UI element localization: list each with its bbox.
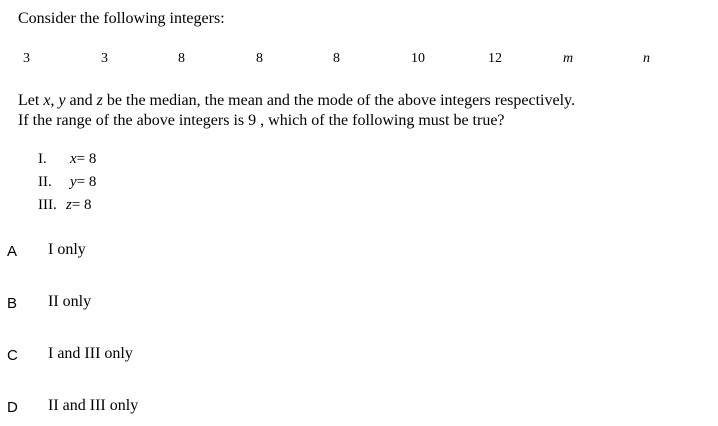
statement-numeral: III. — [38, 197, 57, 213]
option-d-text[interactable]: II and III only — [48, 397, 139, 414]
integer-item: 3 — [23, 51, 30, 66]
option-c-text[interactable]: I and III only — [48, 345, 133, 362]
integer-item: 3 — [101, 51, 108, 66]
line1-sep: , — [50, 92, 55, 109]
option-d-letter[interactable]: D — [7, 399, 18, 416]
line1-prefix: Let — [18, 92, 40, 109]
integer-item: 8 — [333, 51, 340, 66]
line1-and: and — [69, 92, 93, 109]
integer-item: 10 — [411, 51, 425, 66]
integer-item: 8 — [256, 51, 263, 66]
statement-item — [38, 174, 96, 191]
statement-var: z — [66, 197, 72, 213]
statement-numeral: I. — [38, 151, 47, 167]
question-intro: Consider the following integers: — [18, 10, 225, 27]
statement-var: x — [70, 151, 77, 167]
var-z: z — [96, 92, 103, 109]
integer-item: 12 — [488, 51, 502, 66]
question-line-2 — [18, 112, 505, 130]
var-y: y — [58, 92, 66, 109]
range-value: 9 — [248, 112, 257, 129]
statement-rhs: = 8 — [76, 151, 97, 167]
question-line-1 — [18, 92, 575, 110]
statement-numeral: II. — [38, 174, 52, 190]
statement-item — [38, 197, 92, 214]
statement-item — [38, 151, 96, 168]
line2-prefix: If the range of the above integers is — [18, 112, 245, 129]
line2-suffix: , which of the following must be true? — [260, 112, 505, 129]
statement-var: y — [70, 174, 77, 190]
integer-item: 8 — [178, 51, 185, 66]
option-a-text[interactable]: I only — [48, 241, 86, 258]
option-c-letter[interactable]: C — [7, 347, 18, 364]
integer-item: m — [563, 51, 574, 66]
var-x: x — [43, 92, 51, 109]
option-a-letter[interactable]: A — [7, 243, 18, 260]
line1-suffix: be the median, the mean and the mode of the above integers respectively. — [106, 92, 576, 109]
statement-rhs: = 8 — [76, 174, 97, 190]
option-b-letter[interactable]: B — [7, 295, 18, 312]
statement-rhs: = 8 — [71, 197, 92, 213]
integer-item: n — [643, 51, 650, 66]
option-b-text[interactable]: II only — [48, 293, 92, 310]
